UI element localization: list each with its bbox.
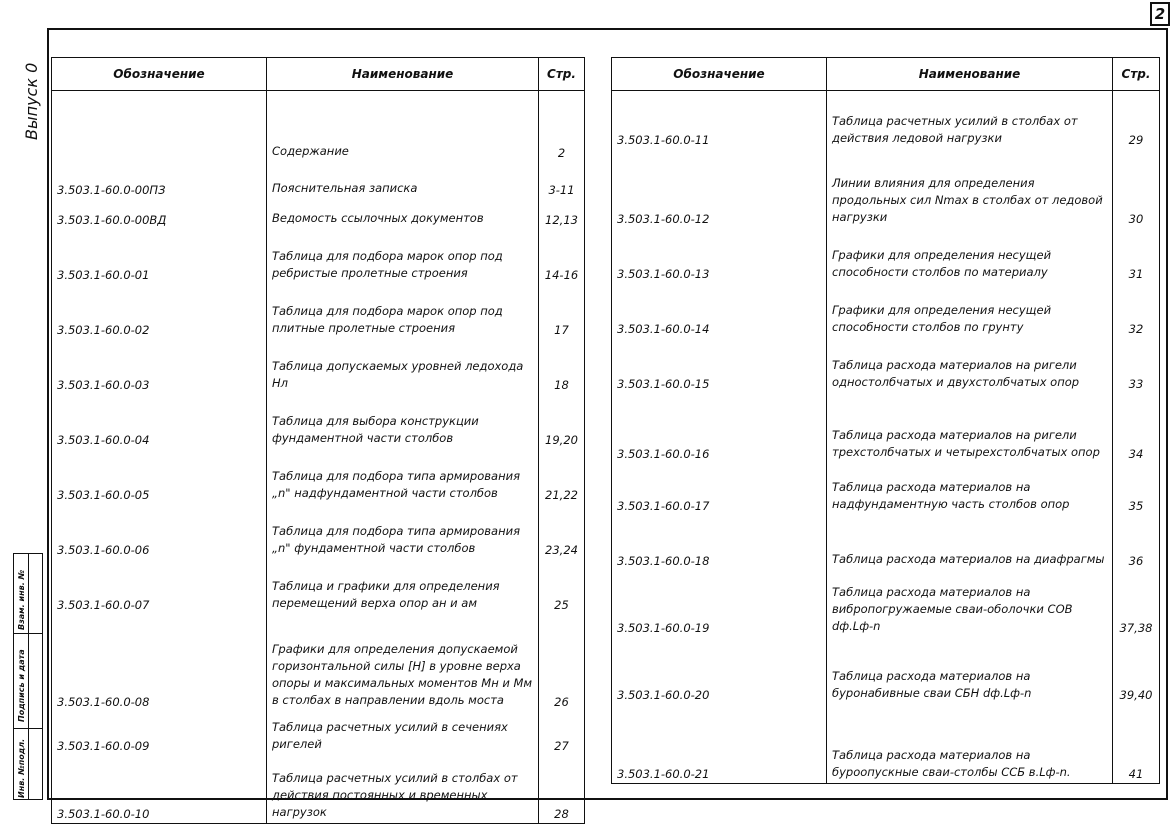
row-name: Линии влияния для определения продольных сил Nmax в столбах от ледовой нагрузки — [827, 149, 1113, 228]
row-name: Таблица расхода материалов на надфундаментную часть столбов опор — [827, 463, 1113, 515]
row-page: 12,13 — [539, 199, 585, 229]
row-name: Таблица расчетных усилий в столбах от действия ледовой нагрузки — [827, 91, 1113, 149]
row-code: 3.503.1-60.0-13 — [612, 228, 827, 283]
header-code: Обозначение — [52, 58, 267, 91]
row-page: 17 — [539, 284, 585, 339]
row-code: 3.503.1-60.0-10 — [52, 755, 267, 824]
table-row — [52, 199, 585, 229]
row-code: 3.503.1-60.0-09 — [52, 711, 267, 755]
table-row — [612, 91, 1160, 149]
row-code: 3.503.1-60.0-05 — [52, 449, 267, 504]
row-code: 3.503.1-60.0-21 — [612, 704, 827, 784]
row-page: 29 — [1113, 91, 1160, 149]
row-name: Таблица для подбора марок опор под ребристые пролетные строения — [267, 229, 539, 284]
right-rows — [612, 91, 1160, 784]
row-page: 31 — [1113, 228, 1160, 283]
contents-table-right — [611, 57, 1160, 784]
header-page: Стр. — [1113, 58, 1160, 91]
row-name: Графики для определения допускаемой горизонтальной силы [H] в уровне верха опоры и максимальных моментов Mн и Mм в столбах в направлении вдоль моста — [267, 614, 539, 711]
table-row — [52, 614, 585, 711]
row-code: 3.503.1-60.0-03 — [52, 339, 267, 394]
table-row — [612, 228, 1160, 283]
row-code: 3.503.1-60.0-04 — [52, 394, 267, 449]
row-code: 3.503.1-60.0-15 — [612, 338, 827, 393]
row-page: 30 — [1113, 149, 1160, 228]
page-number: 2 — [1150, 2, 1170, 26]
row-code: 3.503.1-60.0-07 — [52, 559, 267, 614]
row-page: 39,40 — [1113, 637, 1160, 704]
row-page: 26 — [539, 614, 585, 711]
row-page: 35 — [1113, 463, 1160, 515]
row-name: Таблица расчетных усилий в сечениях ригелей — [267, 711, 539, 755]
table-row — [52, 339, 585, 394]
row-page: 18 — [539, 339, 585, 394]
row-page: 23,24 — [539, 504, 585, 559]
row-code: 3.503.1-60.0-00ПЗ — [52, 162, 267, 199]
table-row — [52, 711, 585, 755]
table-row — [612, 338, 1160, 393]
row-name: Таблица расчетных усилий в столбах от действия постоянных и временных нагрузок — [267, 755, 539, 824]
stamp-sign-label: Подпись и дата — [17, 649, 26, 722]
contents-table-left — [51, 57, 585, 824]
table-row — [52, 229, 585, 284]
row-name: Таблица для выбора конструкции фундаментной части столбов — [267, 394, 539, 449]
table-row — [52, 394, 585, 449]
row-name: Таблица и графики для определения перемещений верха опор aн и aм — [267, 559, 539, 614]
row-code: 3.503.1-60.0-02 — [52, 284, 267, 339]
row-code: 3.503.1-60.0-12 — [612, 149, 827, 228]
row-page: 41 — [1113, 704, 1160, 784]
row-name: Таблица расхода материалов на буроопускные сваи-столбы ССБ в.Lф-n. — [827, 704, 1113, 784]
row-code: 3.503.1-60.0-11 — [612, 91, 827, 149]
header-code: Обозначение — [612, 58, 827, 91]
table-row — [52, 284, 585, 339]
row-page: 3-11 — [539, 162, 585, 199]
row-name: Таблица расхода материалов на буронабивные сваи СБН dф.Lф-n — [827, 637, 1113, 704]
row-name: Содержание — [267, 91, 539, 162]
row-page: 25 — [539, 559, 585, 614]
row-name: Таблица для подбора типа армирования „n" фундаментной части столбов — [267, 504, 539, 559]
row-page: 33 — [1113, 338, 1160, 393]
row-name: Таблица допускаемых уровней ледохода Нл — [267, 339, 539, 394]
row-name: Таблица расхода материалов на вибропогружаемые сваи-оболочки СОВ dф.Lф-n — [827, 570, 1113, 637]
table-row — [612, 515, 1160, 570]
table-row — [612, 704, 1160, 784]
table-row — [612, 637, 1160, 704]
row-page: 2 — [539, 91, 585, 162]
table-row — [612, 570, 1160, 637]
table-row — [52, 449, 585, 504]
row-page: 28 — [539, 755, 585, 824]
row-name: Таблица расхода материалов на ригели трехстолбчатых и четырехстолбчатых опор — [827, 393, 1113, 463]
row-code: 3.503.1-60.0-19 — [612, 570, 827, 637]
left-rows — [52, 91, 585, 824]
table-row — [612, 393, 1160, 463]
table-row — [52, 162, 585, 199]
table-row — [52, 91, 585, 162]
row-page: 27 — [539, 711, 585, 755]
table-row — [612, 283, 1160, 338]
row-code: 3.503.1-60.0-16 — [612, 393, 827, 463]
stamp-replace-label: Взам. инв. № — [17, 569, 26, 630]
row-page: 21,22 — [539, 449, 585, 504]
table-row — [52, 559, 585, 614]
row-page: 36 — [1113, 515, 1160, 570]
row-code — [52, 91, 267, 162]
row-name: Таблица расхода материалов на диафрагмы — [827, 515, 1113, 570]
header-page: Стр. — [539, 58, 585, 91]
row-code: 3.503.1-60.0-20 — [612, 637, 827, 704]
row-code: 3.503.1-60.0-01 — [52, 229, 267, 284]
row-code: 3.503.1-60.0-00ВД — [52, 199, 267, 229]
table-row — [612, 149, 1160, 228]
row-page: 32 — [1113, 283, 1160, 338]
table-row — [52, 504, 585, 559]
row-name: Таблица расхода материалов на ригели одностолбчатых и двухстолбчатых опор — [827, 338, 1113, 393]
row-code: 3.503.1-60.0-17 — [612, 463, 827, 515]
row-page: 14-16 — [539, 229, 585, 284]
table-row — [52, 755, 585, 824]
row-name: Ведомость ссылочных документов — [267, 199, 539, 229]
row-name: Пояснительная записка — [267, 162, 539, 199]
issue-label: Выпуск 0 — [22, 62, 41, 140]
row-name: Графики для определения несущей способности столбов по материалу — [827, 228, 1113, 283]
row-code: 3.503.1-60.0-14 — [612, 283, 827, 338]
row-page: 37,38 — [1113, 570, 1160, 637]
row-code: 3.503.1-60.0-08 — [52, 614, 267, 711]
row-name: Таблица для подбора типа армирования „n" надфундаментной части столбов — [267, 449, 539, 504]
row-page: 19,20 — [539, 394, 585, 449]
header-name: Наименование — [267, 58, 539, 91]
row-code: 3.503.1-60.0-18 — [612, 515, 827, 570]
table-row — [612, 463, 1160, 515]
row-name: Графики для определения несущей способности столбов по грунту — [827, 283, 1113, 338]
header-name: Наименование — [827, 58, 1113, 91]
row-page: 34 — [1113, 393, 1160, 463]
row-name: Таблица для подбора марок опор под плитные пролетные строения — [267, 284, 539, 339]
side-stamp — [13, 553, 43, 800]
row-code: 3.503.1-60.0-06 — [52, 504, 267, 559]
stamp-inv-label: Инв. №подл. — [17, 738, 26, 798]
